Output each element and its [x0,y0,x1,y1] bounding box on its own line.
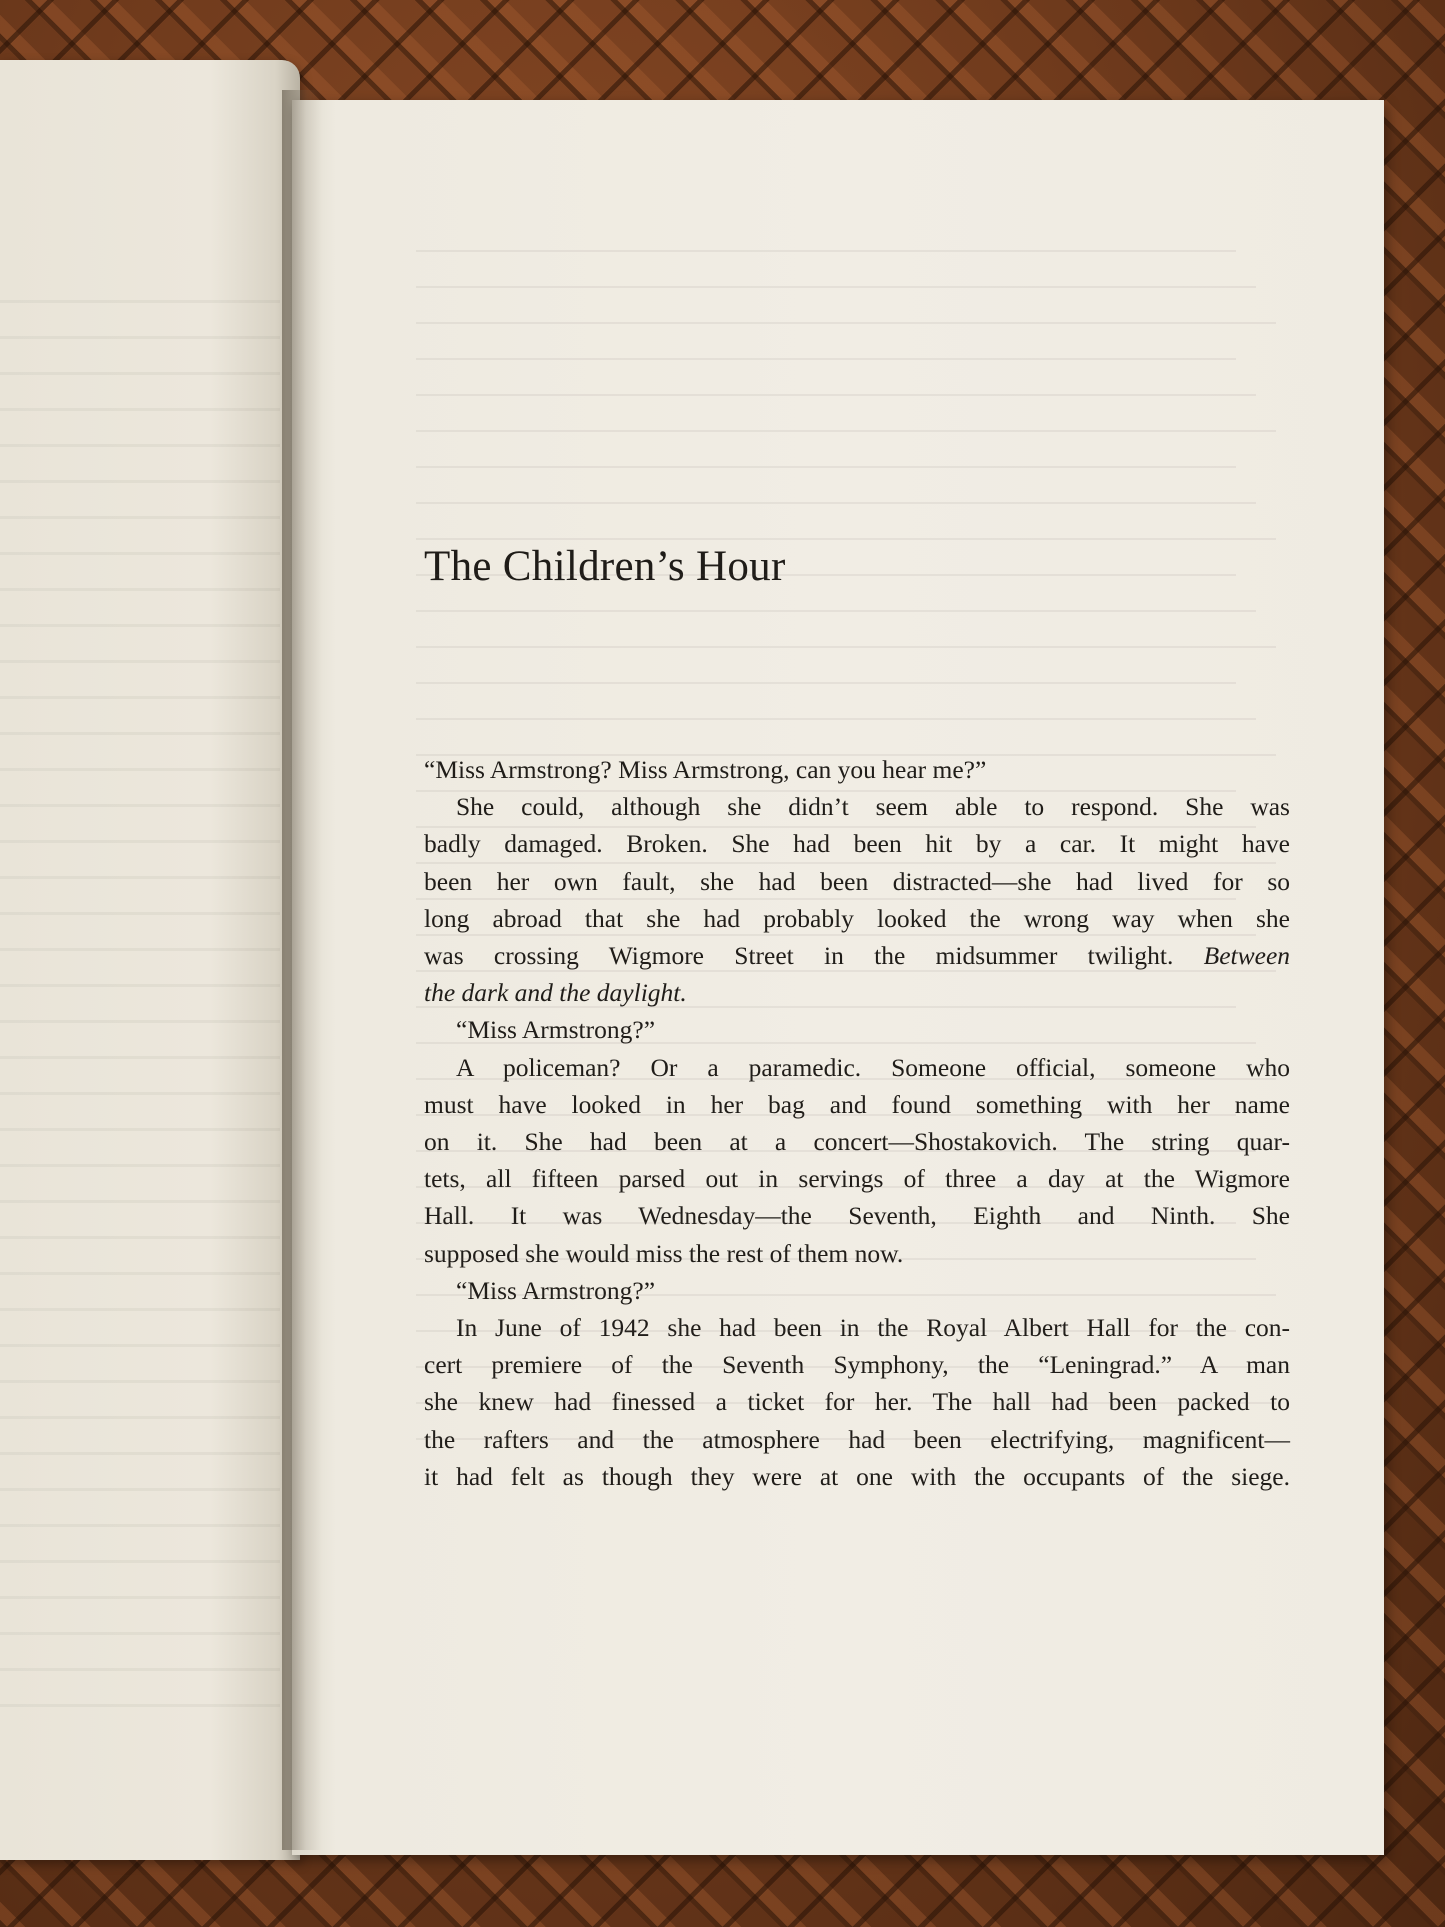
faded-text-line [0,1344,280,1347]
line-text: long abroad that she had probably looked the wrong way when she [424,903,1290,933]
italic-phrase: Between [1203,941,1291,970]
body-text-line [424,1462,1290,1492]
body-text-line [424,978,1290,1008]
faded-text-line [0,948,280,951]
faded-text-line [0,480,280,483]
line-text: she knew had finessed a ticket for her. The hall had been packed to [424,1387,1290,1417]
line-text: badly damaged. Broken. She had been hit by a car. It might have [424,829,1290,859]
line-text: A policeman? Or a paramedic. Someone official, someone who [456,1052,1290,1082]
faded-text-line [0,1632,280,1635]
line-text: must have looked in her bag and found something with her name [424,1089,1290,1119]
faded-text-line [0,1704,280,1707]
faded-text-line [0,552,280,555]
book-gutter-shadow [282,90,322,1850]
faded-text-line [0,768,280,771]
body-text-line [424,904,1290,934]
bleed-through-line [416,1258,1256,1260]
line-text: been her own fault, she had been distracted—she had lived for so [424,866,1290,896]
bleed-through-line [416,1006,1236,1008]
bleed-through-line [416,358,1236,360]
faded-text-line [0,336,280,339]
line-text: “Miss Armstrong?” [456,1275,656,1305]
faded-text-line [0,1452,280,1455]
body-text-line [424,1164,1290,1194]
bleed-through-line [416,250,1236,252]
line-text: the rafters and the atmosphere had been electrifying, magnificent— [424,1424,1290,1454]
bleed-through-line [416,1438,1236,1440]
faded-text-line [0,1596,280,1599]
faded-text-line [0,984,280,987]
faded-text-line [0,1524,280,1527]
body-text-line [424,1313,1290,1343]
faded-running-head [662,162,1162,178]
body-text-line [424,867,1290,897]
faded-text-line [0,1128,280,1131]
chapter-title: The Children’s Hour [424,543,786,590]
faded-text-line [0,624,280,627]
line-text: was crossing Wigmore Street in the midsummer twilight. [424,941,1174,970]
bleed-through-line [416,682,1236,684]
faded-text-line [0,1092,280,1095]
faded-text-line [0,300,280,303]
faded-text-line [0,840,280,843]
faded-text-line [0,1668,280,1671]
faded-text-line [0,912,280,915]
faded-text-line [0,732,280,735]
faded-text-line [0,1560,280,1563]
faded-text-line [0,372,280,375]
bleed-through-line [416,1366,1256,1368]
bleed-through-line [416,790,1236,792]
line-text: “Miss Armstrong?” [456,1015,656,1045]
faded-text-line [0,1488,280,1491]
bleed-through-line [416,862,1276,864]
bleed-through-line [416,286,1256,288]
line-text: tets, all fifteen parsed out in servings of three a day at the Wigmore [424,1164,1290,1194]
body-text-line [424,1015,1290,1045]
bleed-through-line [416,898,1236,900]
bleed-through-line [416,1186,1276,1188]
faded-text-line [0,1200,280,1203]
bleed-through-line [416,646,1276,648]
body-text-line [424,755,1290,785]
line-text: on it. She had been at a concert—Shostakovich. The string quar- [424,1127,1290,1156]
body-text-line [424,941,1290,971]
line-text: it had felt as though they were at one with the occupants of the siege. [424,1461,1290,1491]
body-text-line [424,1201,1290,1231]
line-text: In June of 1942 she had been in the Royal Albert Hall for the con- [456,1313,1290,1342]
left-facing-page [0,60,300,1860]
bleed-through-line [416,1294,1276,1296]
faded-text-line [0,660,280,663]
line-text: Hall. It was Wednesday—the Seventh, Eighth and Ninth. She [424,1201,1290,1231]
faded-text-line [0,516,280,519]
line-text: cert premiere of the Seventh Symphony, the “Leningrad.” A man [424,1350,1290,1380]
bleed-through-line [416,1330,1236,1332]
bleed-through-line [416,538,1276,540]
faded-text-line [0,696,280,699]
faded-text-line [0,1272,280,1275]
bleed-through-line [416,718,1256,720]
bleed-through-line [416,1078,1276,1080]
bleed-through-line [416,502,1256,504]
body-text-line [424,1276,1290,1306]
bleed-through-line [416,826,1256,828]
italic-phrase: the dark and the daylight. [424,978,687,1008]
faded-text-line [0,1236,280,1239]
bleed-through-line [416,970,1276,972]
body-text-line [424,792,1290,822]
body-text-line [424,1127,1290,1157]
faded-text-line [0,1308,280,1311]
bleed-through-line [416,430,1276,432]
bleed-through-line [416,466,1236,468]
faded-text-line [0,1380,280,1383]
bleed-through-line [416,1114,1236,1116]
faded-text-line [0,876,280,879]
bleed-through-line [416,574,1236,576]
body-text-line [424,1239,1290,1269]
bleed-through-line [416,1402,1276,1404]
line-text: She could, although she didn’t seem able to respond. She was [456,792,1290,822]
bleed-through-line [416,754,1276,756]
bleed-through-line [416,322,1276,324]
faded-text-line [0,1020,280,1023]
bleed-through-line [416,1042,1256,1044]
body-text-line [424,829,1290,859]
line-text: “Miss Armstrong? Miss Armstrong, can you hear me?” [424,755,987,784]
bleed-through-line [416,1222,1236,1224]
faded-text-line [0,408,280,411]
faded-text-line [0,1416,280,1419]
bleed-through-line [416,394,1256,396]
faded-text-line [0,1164,280,1167]
faded-text-line [0,588,280,591]
bleed-through-line [416,610,1256,612]
line-text: supposed she would miss the rest of them now. [424,1238,904,1268]
faded-text-line [0,1056,280,1059]
faded-text-line [0,444,280,447]
bleed-through-line [416,1150,1256,1152]
bleed-through-line [416,934,1256,936]
right-book-page [292,100,1384,1855]
faded-text-line [0,804,280,807]
